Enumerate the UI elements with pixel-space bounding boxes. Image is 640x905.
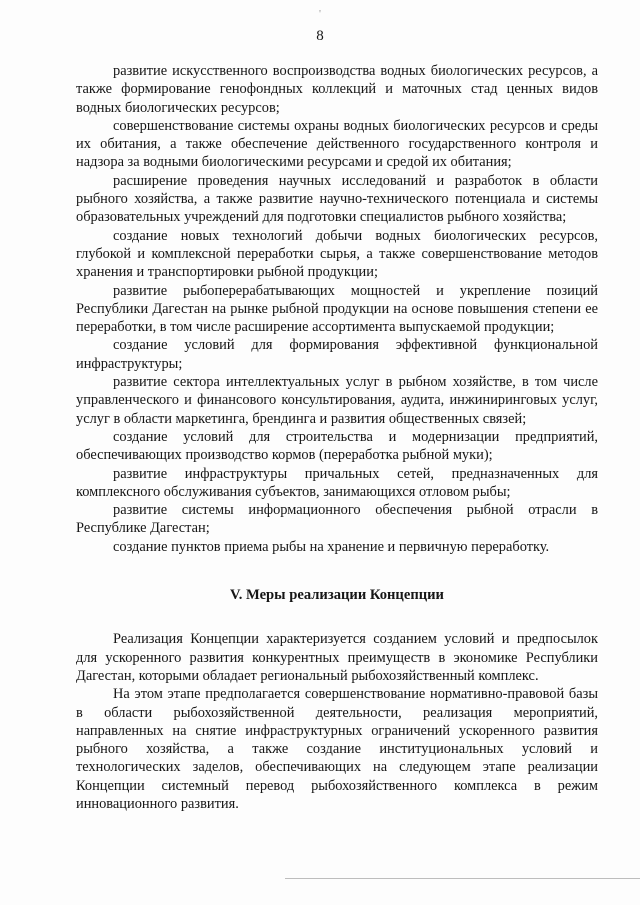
body-paragraph: Реализация Концепции характеризуется созданием условий и предпосылок для ускоренного развития конкурентных преимуществ в экономике Республики Дагестан, которыми обладает региональный рыбохозяйственный комплекс. — [76, 631, 598, 684]
body-paragraph: На этом этапе предполагается совершенствование нормативно-правовой базы в области рыбохозяйственной деятельности, реализация мероприятий, направленных на снятие инфраструктурных ограничений ускоренного развития рыбного хозяйства, а также создание институциональных условий и технологических заделов, обеспечивающих на следующем этапе реализации Концепции системный перевод рыбохозяйственного комплекса в режим инновационного развития. — [76, 686, 598, 812]
section-heading: V. Меры реализации Концепции — [230, 587, 444, 604]
list-item: развитие системы информационного обеспечения рыбной отрасли в Республике Дагестан; — [76, 502, 598, 537]
list-item: развитие сектора интеллектуальных услуг в рыбном хозяйстве, в том числе управленческого и финансового консультирования, аудита, инжиниринговых услуг, услуг в области маркетинга, брендинга и развития общественных связей; — [76, 374, 598, 427]
list-item: расширение проведения научных исследований и разработок в области рыбного хозяйства, а также развитие научно-технического потенциала и системы образовательных учреждений для подготовки специалистов рыбного хозяйства; — [76, 172, 598, 226]
page-number: 8 — [316, 28, 324, 44]
list-item: создание новых технологий добычи водных биологических ресурсов, глубокой и комплексной переработки сырья, а также совершенствование методов хранения и транспортировки рыбной продукции; — [76, 227, 598, 281]
list-item: создание условий для формирования эффективной функциональной инфраструктуры; — [76, 337, 598, 372]
list-item: создание пунктов приема рыбы на хранение и первичную переработку. — [113, 538, 550, 555]
list-item: совершенствование системы охраны водных биологических ресурсов и среды их обитания, а также обеспечение действенного государственного контроля и надзора за водными биологическими ресурсами и средой их обитания; — [76, 117, 598, 171]
list-item: создание условий для строительства и модернизации предприятий, обеспечивающих производство кормов (переработка рыбной муки); — [76, 428, 598, 464]
list-item: развитие рыбоперерабатывающих мощностей и укрепление позиций Республики Дагестан на рынке рыбной продукции на основе повышения степени ее переработки, в том числе расширение ассортимента выпускаемой продукции; — [76, 282, 598, 336]
list-item: развитие искусственного воспроизводства водных биологических ресурсов, а также формирование генофондных коллекций и маточных стад ценных видов водных биологических ресурсов; — [76, 63, 598, 116]
list-item: развитие инфраструктуры причальных сетей, предназначенных для комплексного обслуживания субъектов, занимающихся отловом рыбы; — [76, 465, 598, 500]
scan-edge-line — [285, 878, 640, 879]
scan-mark: ' — [319, 8, 321, 20]
page-content — [76, 62, 598, 813]
